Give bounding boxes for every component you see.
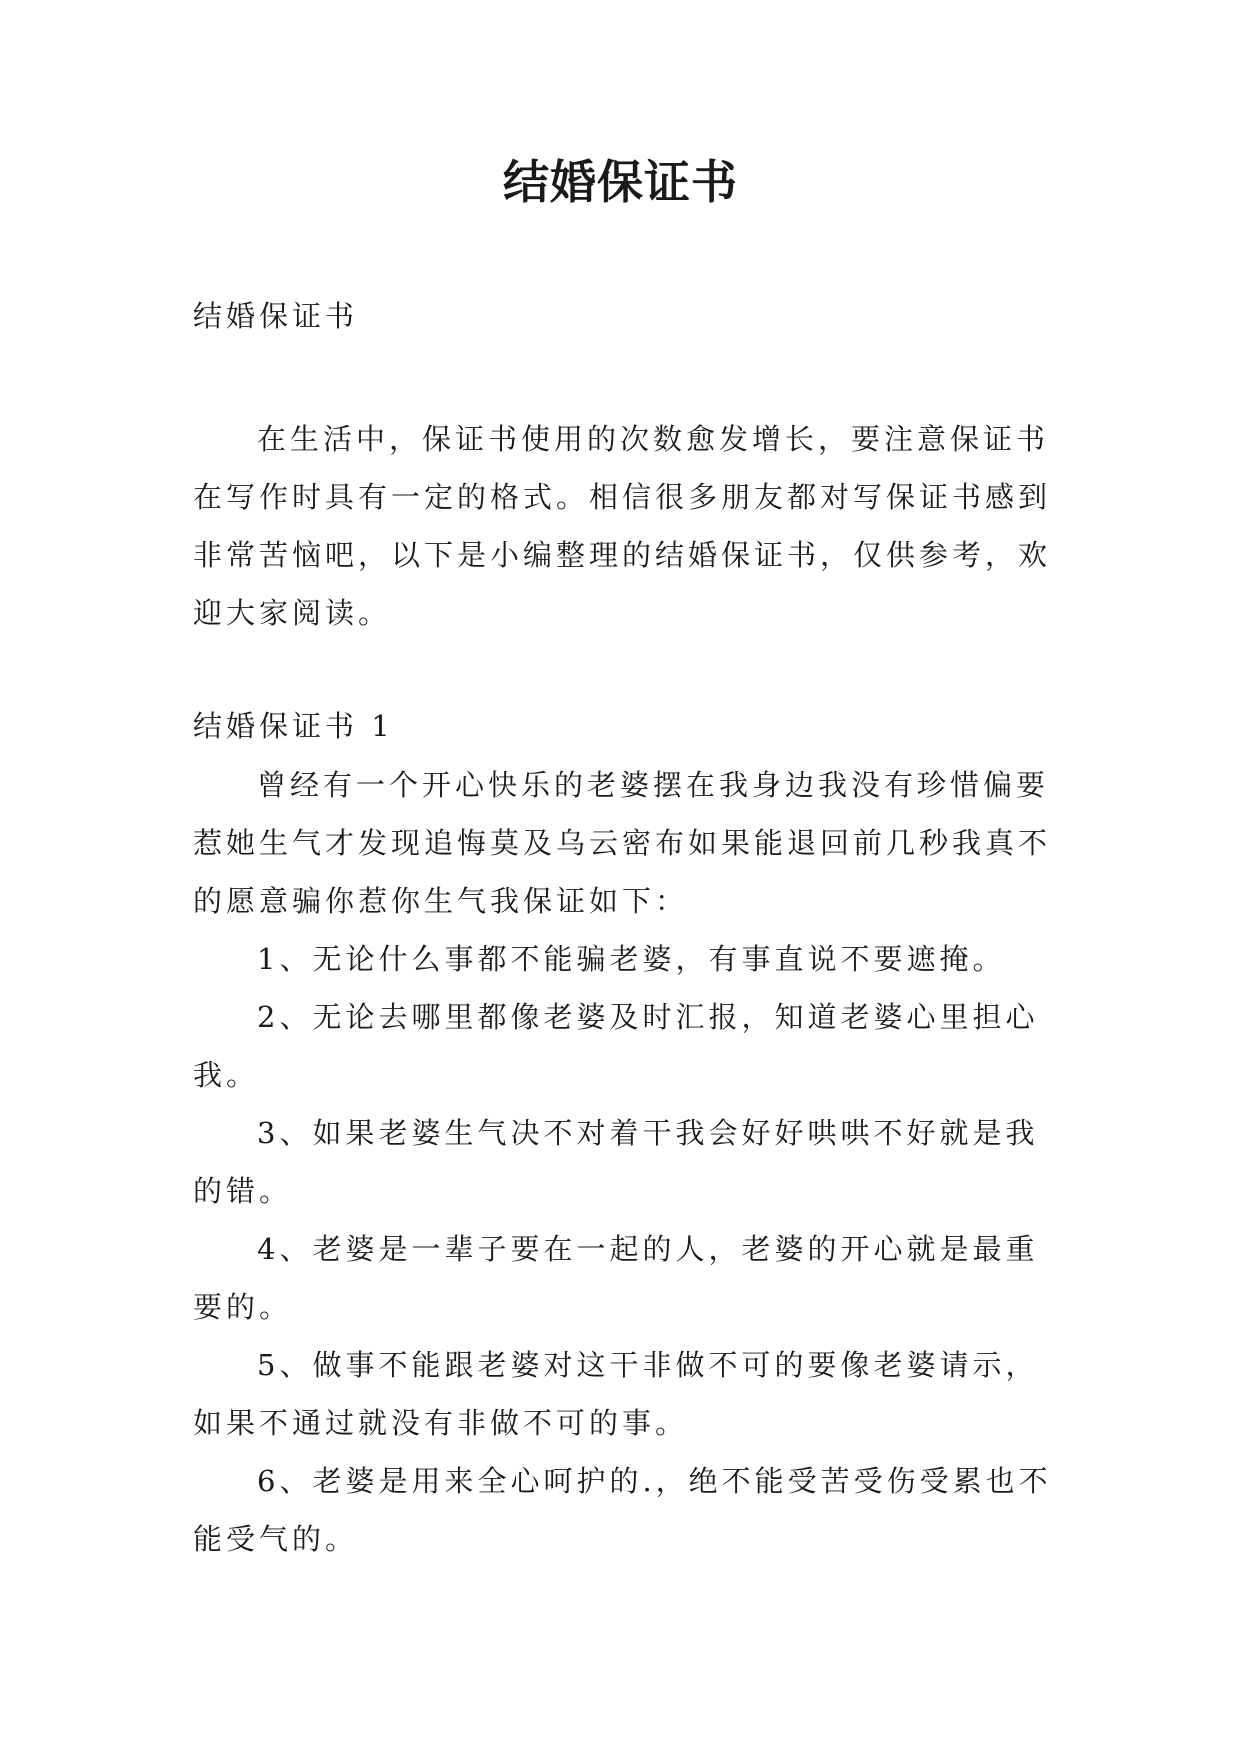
document-subtitle: 结婚保证书 [193,299,359,333]
section-content [193,756,1055,1568]
pledge-item-2: 2、无论去哪里都像老婆及时汇报，知道老婆心里担心我。 [193,1000,1039,1092]
pledge-item-1: 1、无论什么事都不能骗老婆，有事直说不要遮掩。 [257,942,1006,976]
intro-paragraph: 在生活中，保证书使用的次数愈发增长，要注意保证书在写作时具有一定的格式。相信很多朋友都对写保证书感到非常苦恼吧，以下是小编整理的结婚保证书，仅供参考，欢迎大家阅读。 [193,422,1052,630]
section-heading: 结婚保证书 1 [193,709,394,743]
pledge-preamble: 曾经有一个开心快乐的老婆摆在我身边我没有珍惜偏要惹她生气才发现追悔莫及乌云密布如果能退回前几秒我真不的愿意骗你惹你生气我保证如下： [193,768,1052,918]
pledge-item-3: 3、如果老婆生气决不对着干我会好好哄哄不好就是我的错。 [193,1116,1039,1208]
pledge-item-6: 6、老婆是用来全心呵护的.，绝不能受苦受伤受累也不能受气的。 [193,1464,1052,1556]
document-title: 结婚保证书 [503,155,738,209]
pledge-item-4: 4、老婆是一辈子要在一起的人，老婆的开心就是最重要的。 [193,1232,1039,1324]
pledge-item-5: 5、做事不能跟老婆对这干非做不可的要像老婆请示，如果不通过就没有非做不可的事。 [193,1348,1039,1440]
